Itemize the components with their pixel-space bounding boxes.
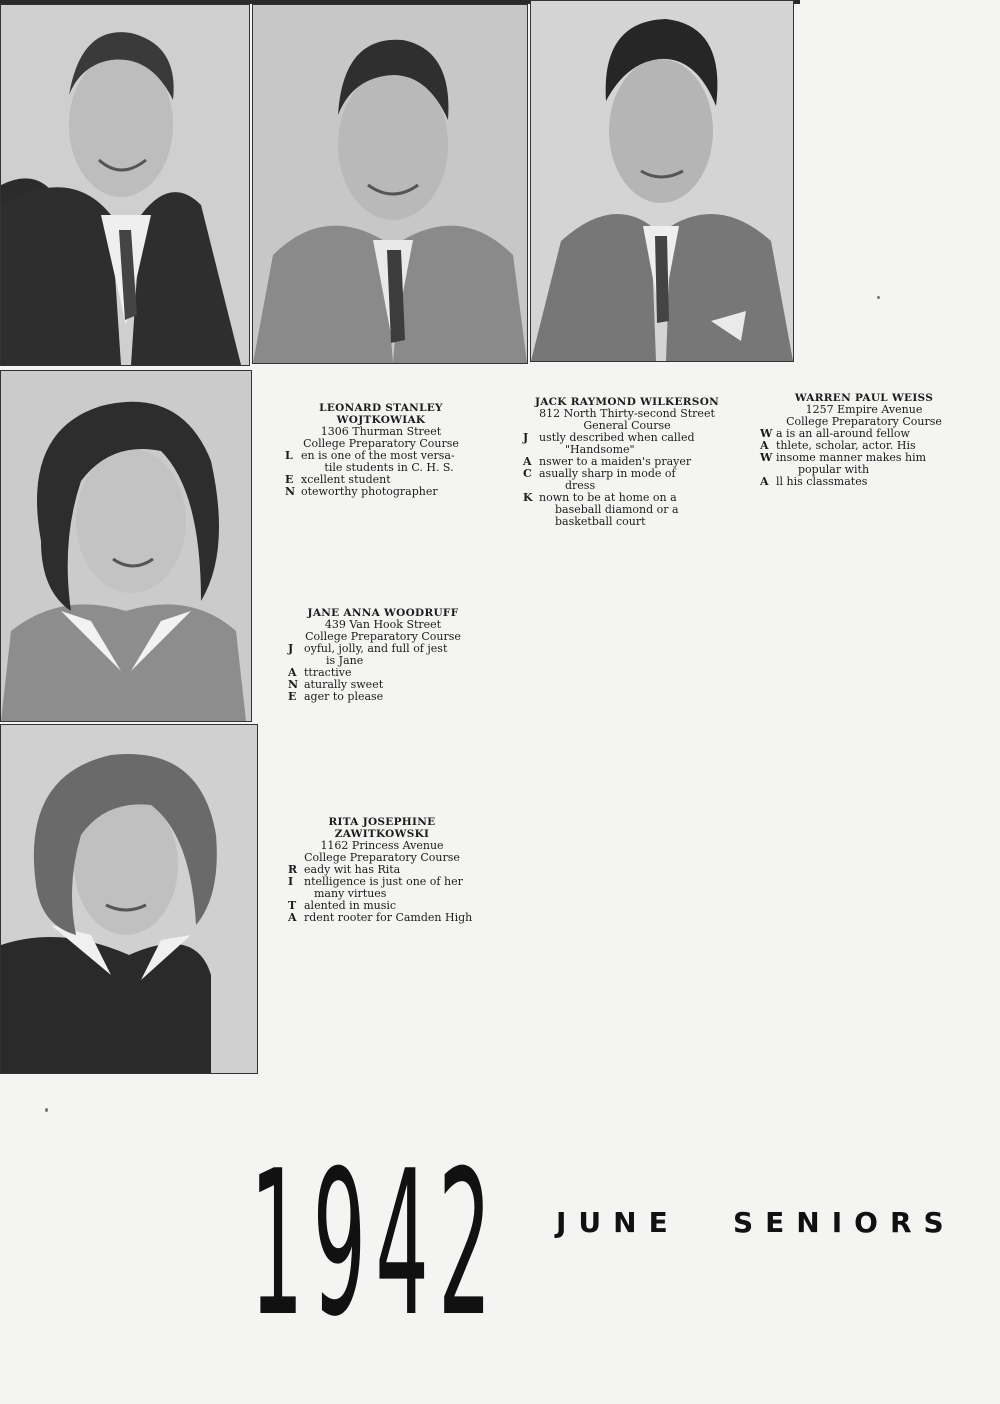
bio-jane — [288, 607, 478, 703]
acrostic-line: A thlete, scholar, actor. His — [760, 439, 916, 452]
acrostic-line: R eady wit has Rita — [288, 863, 401, 876]
student-course: College Preparatory Course — [304, 851, 460, 864]
acrostic-line: tile students in C. H. S. — [324, 461, 454, 474]
portrait-photo-warren — [530, 0, 794, 362]
student-name-line2: WOJTKOWIAK — [336, 414, 426, 426]
student-course: College Preparatory Course — [786, 415, 942, 428]
acrostic-line: C asually sharp in mode of — [523, 467, 676, 480]
acrostic-line: A nswer to a maiden's prayer — [523, 455, 692, 468]
student-address: 439 Van Hook Street — [324, 618, 442, 631]
bio-leonard — [285, 402, 477, 498]
student-address: 1306 Thurman Street — [320, 425, 442, 438]
student-name: LEONARD STANLEY — [319, 402, 443, 414]
student-course: College Preparatory Course — [303, 437, 459, 450]
acrostic-line: N aturally sweet — [288, 678, 384, 691]
acrostic-line: W insome manner makes him — [760, 451, 927, 464]
acrostic-line: "Handsome" — [565, 443, 635, 456]
student-name: JACK RAYMOND WILKERSON — [534, 396, 720, 408]
portrait-photo-rita — [0, 724, 258, 1074]
student-course: College Preparatory Course — [305, 630, 461, 643]
student-name-line2: ZAWITKOWSKI — [334, 828, 430, 840]
acrostic-line: L en is one of the most versa- — [285, 449, 455, 462]
acrostic-line: T alented in music — [288, 899, 397, 912]
year-title: 1942 — [250, 1128, 501, 1361]
paper-speck — [45, 1108, 48, 1112]
acrostic-line: dress — [565, 479, 596, 492]
portrait-photo-leonard — [0, 4, 250, 366]
acrostic-line: A ll his classmates — [760, 475, 868, 488]
acrostic-line: A rdent rooter for Camden High — [288, 911, 473, 924]
student-address: 1257 Empire Avenue — [805, 403, 923, 416]
acrostic-line: many virtues — [314, 887, 387, 900]
acrostic-line: W a is an all-around fellow — [760, 427, 910, 440]
student-name: RITA JOSEPHINE — [328, 816, 436, 828]
acrostic-line: K nown to be at home on a — [523, 491, 677, 504]
heading-june: JUNE — [556, 1206, 680, 1239]
student-name: WARREN PAUL WEISS — [794, 392, 934, 404]
student-name: JANE ANNA WOODRUFF — [307, 607, 459, 619]
student-address: 1162 Princess Avenue — [320, 839, 444, 852]
bio-warren — [760, 392, 968, 488]
acrostic-line: J ustly described when called — [523, 431, 695, 444]
acrostic-line: E xcellent student — [285, 473, 391, 486]
heading-seniors: SENIORS — [733, 1206, 956, 1239]
student-address: 812 North Thirty-second Street — [539, 407, 715, 420]
acrostic-line: baseball diamond or a — [555, 503, 679, 516]
acrostic-line: I ntelligence is just one of her — [288, 875, 463, 888]
acrostic-line: E ager to please — [288, 690, 384, 703]
acrostic-line: basketball court — [555, 515, 646, 528]
acrostic-line: J oyful, jolly, and full of jest — [288, 642, 448, 655]
portrait-photo-jack — [252, 4, 528, 364]
acrostic-line: is Jane — [326, 654, 364, 667]
acrostic-line: popular with — [798, 463, 870, 476]
bio-rita — [288, 816, 500, 924]
acrostic-line: N oteworthy photographer — [285, 485, 438, 498]
student-course: General Course — [583, 419, 671, 432]
bio-jack — [523, 396, 731, 528]
acrostic-line: A ttractive — [288, 666, 352, 679]
paper-speck — [877, 296, 880, 299]
portrait-photo-jane — [0, 370, 252, 722]
